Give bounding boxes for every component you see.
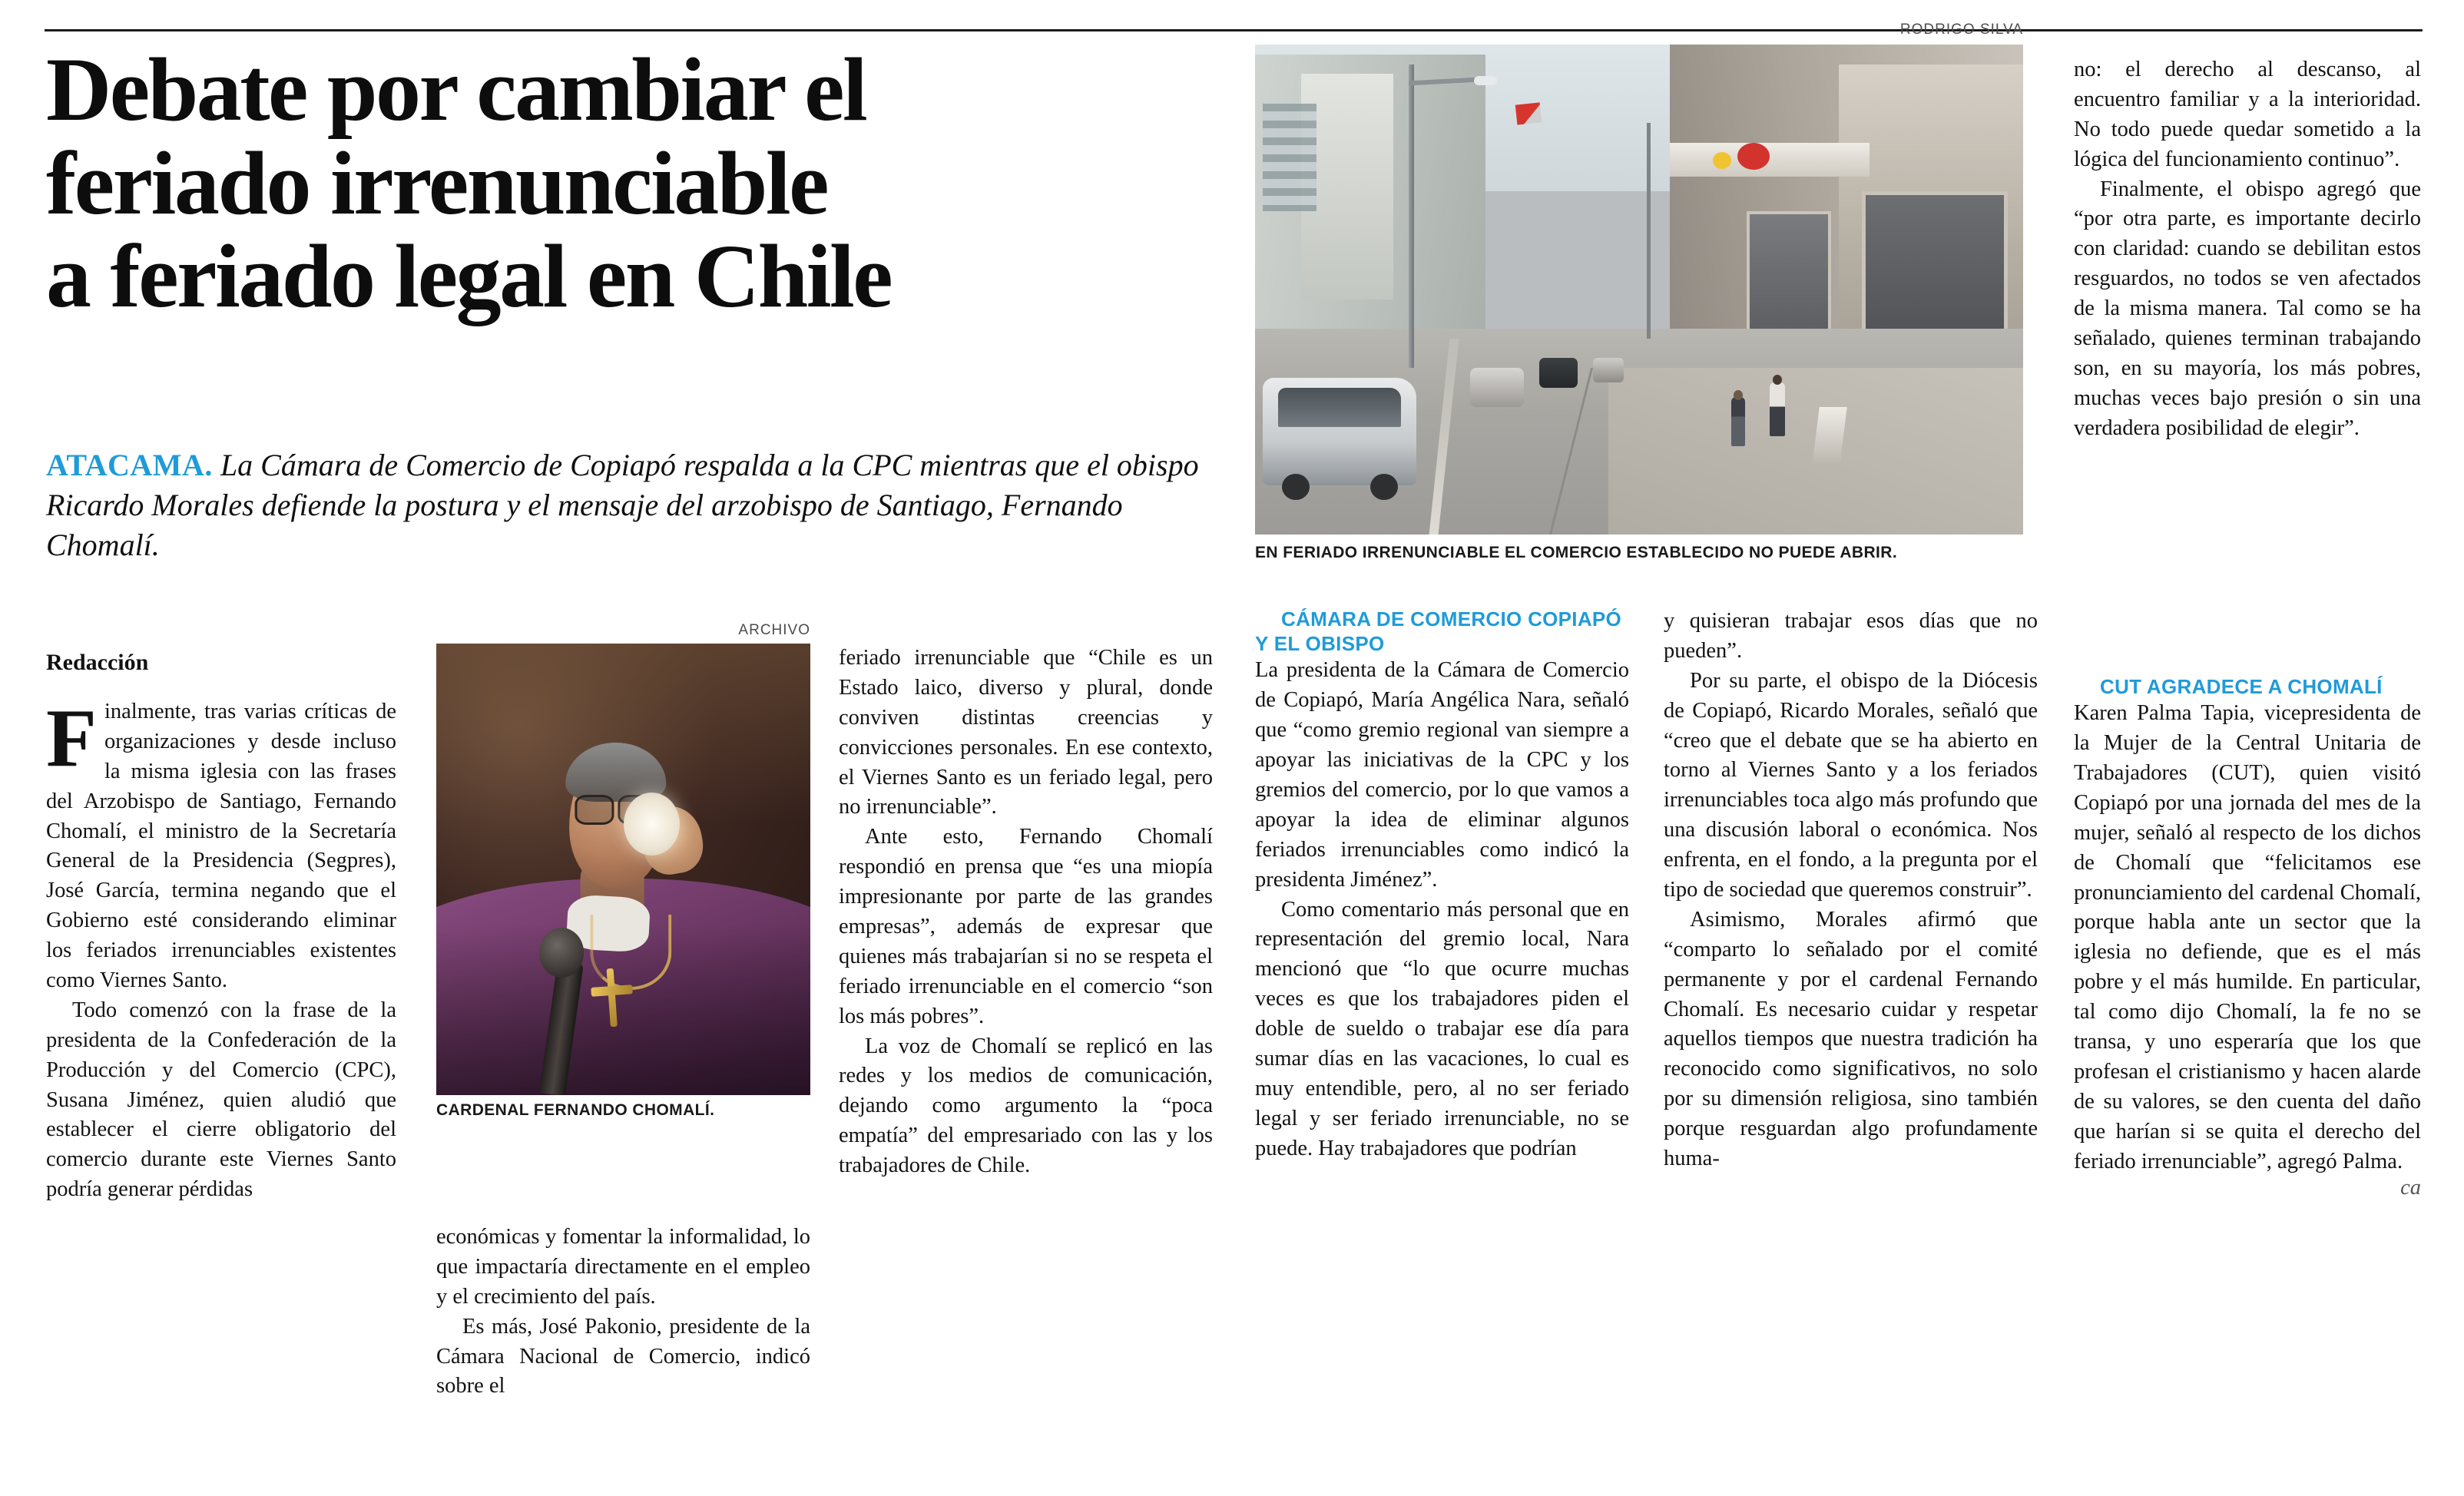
paragraph: La presidenta de la Cámara de Comercio de Copiapó, María Angélica Nara, señaló que “como gremio regional van siempre a apoyar las iniciativas de la CPC y los gremios del comercio, por lo que vamos a apoyar la idea de eliminar algunos feriados irrenunciables como indicó la presidenta Jiménez”. — [1255, 658, 1629, 892]
end-mark: ca — [2400, 1176, 2421, 1200]
standfirst — [46, 445, 1221, 565]
paragraph: feriado irrenunciable que “Chile es un Estado laico, diverso y plural, donde conviven distintas creencias y convicciones personales. En ese contexto, el Viernes Santo es un feriado legal, pero no irrenunciable”. — [839, 646, 1213, 819]
photo-credit: RODRIGO SILVA — [1899, 22, 2023, 38]
paragraph: Todo comenzó con la frase de la presidenta de la Confederación de la Producción y del Comercio (CPC), Susana Jiménez, quien aludió que establecer el cierre obligatorio del comercio durante este Viernes Santo podría generar pérdidas — [46, 998, 396, 1202]
portrait-photo-caption: CARDENAL FERNANDO CHOMALÍ. — [436, 1101, 715, 1119]
article-column-2-top — [839, 644, 1213, 1181]
paragraph: La voz de Chomalí se replicó en las redes y los medios de comunicación, dejando como argumento la “poca empatía” del empresariado con las y los trabajadores de Chile. — [839, 1034, 1213, 1178]
article-column-4 — [1664, 607, 2038, 1174]
kicker-label: ATACAMA. — [46, 448, 213, 482]
paragraph: Ante esto, Fernando Chomalí respondió en prensa que “es una miopía impresionante por parte de las grandes empresas”, además de expresar que quienes más trabajarían si no se respeta el feriado irrenunciable en el comercio “son los más pobres”. — [839, 825, 1213, 1028]
section-subhead-camara: CÁMARA DE COMERCIO COPIAPÓ Y EL OBISPO — [1255, 607, 1622, 656]
portrait-photo-block — [436, 622, 810, 1120]
headline-line-3: a feriado legal en Chile — [46, 226, 892, 327]
article-column-5-top — [2074, 55, 2421, 444]
top-divider — [45, 29, 2423, 31]
article-column-3 — [1255, 607, 1629, 1164]
paragraph: Karen Palma Tapia, vicepresidenta de la Mujer de la Central Unitaria de Trabajadores (CUT), quien visitó Copiapó por una jornada del mes de la mujer, señaló al respecto de los dichos de Chomalí que “felicitamos ese pronunciamiento del cardenal Chomalí, porque habla ante un sector que la iglesia no defiende, que es el más pobre y el más humilde. En particular, tal como dijo Chomalí, la fe no se transa, y uno esperaría que los que profesan el cristianismo y hacen alarde de su valores, se den cuenta del daño que harían si se quita el derecho del feriado irrenunciable”, agregó Palma. — [2074, 701, 2421, 1173]
street-photo-caption: EN FERIADO IRRENUNCIABLE EL COMERCIO ESTABLECIDO NO PUEDE ABRIR. — [1255, 544, 1898, 561]
byline: Redacción — [46, 650, 149, 675]
paragraph: Por su parte, el obispo de la Diócesis de Copiapó, Ricardo Morales, señaló que “creo que el debate que se ha abierto en torno al Viernes Santo y a los feriados irrenunciables toca algo más profundo que una discusión laboral o económica. Nos enfrenta, en el fondo, a la pregunta por el tipo de sociedad que queremos construir”. — [1664, 668, 2038, 902]
headline-line-1: Debate por cambiar el — [46, 39, 866, 140]
paragraph: económicas y fomentar la informalidad, lo que impactaría directamente en el empleo y el crecimiento del país. — [436, 1225, 810, 1309]
article-column-2-bottom — [436, 1223, 810, 1402]
street-photo-copiapo — [1255, 45, 2023, 535]
standfirst-text: La Cámara de Comercio de Copiapó respalda a la CPC mientras que el obispo Ricardo Morales defiende la postura y el mensaje del arzobispo de Santiago, Fernando Chomalí. — [46, 448, 1199, 562]
section-subhead-cut: CUT AGRADECE A CHOMALÍ — [2100, 675, 2383, 698]
article-column-5-bottom — [2074, 674, 2421, 1203]
paragraph: Finalmente, el obispo agregó que “por otra parte, es importante decirlo con claridad: cuando se debilitan estos resguardos, no todos se ven afectados de la misma manera. Tal como se ha señalado, quienes terminan trabajando son, en su mayoría, los más pobres, muchas veces bajo presión o sin una verdadera posibilidad de elegir”. — [2074, 177, 2421, 440]
paragraph: Finalmente, tras varias críticas de organizaciones y desde incluso la misma iglesia con las frases del Arzobispo de Santiago, Fernando Chomalí, el ministro de la Secretaría General de la Presidencia (Segpres), José García, termina negando que el Gobierno esté considerando eliminar los feriados irrenunciables existentes como Viernes Santo. — [46, 693, 396, 993]
headline-line-2: feriado irrenunciable — [46, 132, 828, 233]
paragraph: Como comentario más personal que en representación del gremio local, Nara mencionó que “lo que ocurre muchas veces es que los trabajadores piden el doble de sueldo o trabajar ese día para sumar días en las vacaciones, lo cual es muy entendible, pero, al no ser feriado legal y ser feriado irrenunciable, no se puede. Hay trabajadores que podrían — [1255, 897, 1629, 1160]
page-title — [46, 39, 1214, 327]
article-column-1 — [46, 693, 396, 1205]
paragraph: y quisieran trabajar esos días que no pueden”. — [1664, 609, 2038, 663]
paragraph: Es más, José Pakonio, presidente de la Cámara Nacional de Comercio, indicó sobre el — [436, 1314, 810, 1398]
paragraph: Asimismo, Morales afirmó que “comparto lo señalado por el comité permanente y por el cardenal Fernando Chomalí. Es necesario cuidar y respetar aquellos tiempos que nuestra tradición ha reconocido como significativos, no solo por su dimensión religiosa, sino también porque resguardan algo profundamente huma- — [1664, 907, 2038, 1171]
archive-label: ARCHIVO — [738, 622, 810, 638]
portrait-photo-cardenal-chomali — [436, 644, 810, 1095]
street-photo-block — [1255, 22, 2023, 563]
paragraph: no: el derecho al descanso, al encuentro familiar y a la interioridad. No todo puede quedar sometido a la lógica del funcionamiento continuo”. — [2074, 58, 2421, 171]
